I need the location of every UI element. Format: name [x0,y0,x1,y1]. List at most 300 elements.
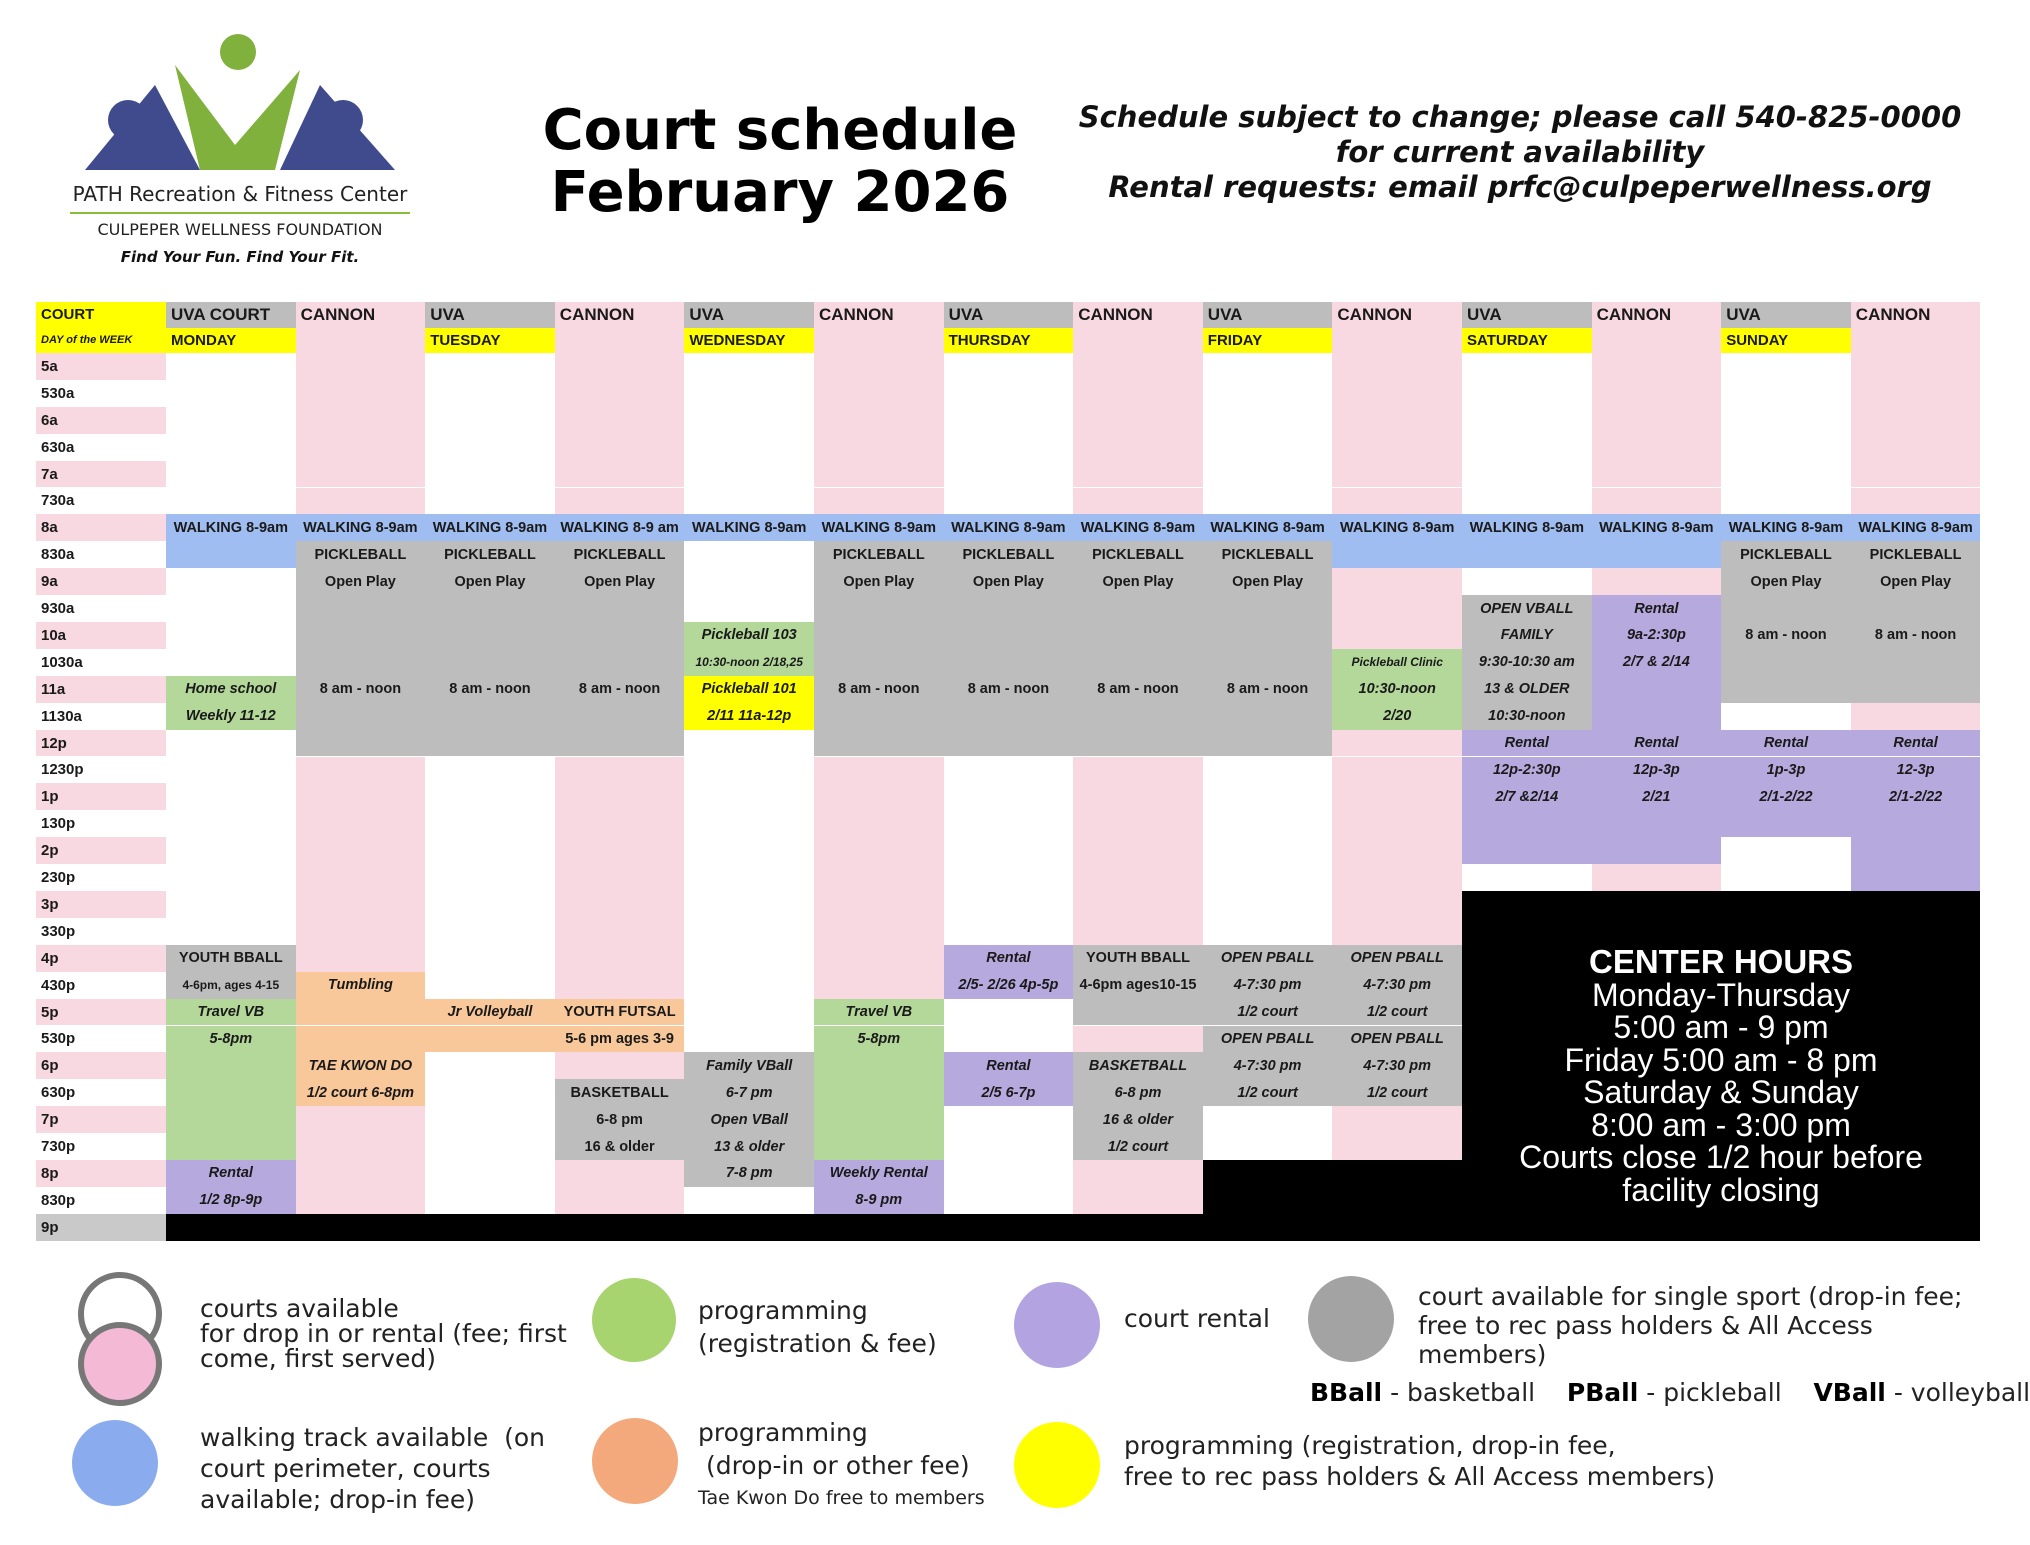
logo-name: PATH Recreation & Fitness Center [72,182,408,206]
day-name [1332,328,1462,354]
schedule-block-line: 8 am - noon [1851,622,1981,649]
schedule-block-line [1332,541,1462,568]
empty-slot [1851,461,1981,488]
empty-slot [1073,891,1203,918]
schedule-block-line [166,541,296,568]
schedule-block-line: 1/2 court [1332,999,1462,1026]
schedule-block-line: Travel VB [814,999,944,1026]
schedule-block-line: 8 am - noon [425,676,555,703]
empty-slot [296,1106,426,1133]
empty-slot [555,972,685,999]
center-hours-line: Monday-Thursday [1592,976,1850,1013]
empty-slot [555,1052,685,1079]
empty-slot [814,461,944,488]
empty-slot [296,918,426,945]
logo-head-center [220,34,256,70]
empty-slot [944,1133,1074,1160]
schedule-block-line [1851,676,1981,703]
empty-slot [1592,461,1722,488]
schedule-block-line: 4-7:30 pm [1203,972,1333,999]
schedule-block-line: OPEN PBALL [1332,945,1462,972]
empty-slot [1462,461,1592,488]
schedule-block-line: Open VBall [684,1106,814,1133]
schedule-block-line: WALKING 8-9am [1332,514,1462,541]
center-hours [1462,942,1980,1244]
empty-slot [425,434,555,461]
schedule-block-line [944,730,1074,757]
empty-slot [1203,434,1333,461]
schedule-block-line [944,595,1074,622]
schedule-block-line: 6-7 pm [684,1079,814,1106]
empty-slot [684,864,814,891]
schedule-block-line: 2/7 & 2/14 [1592,649,1722,676]
empty-slot [425,945,555,972]
schedule-block-line: Pickleball 101 [684,676,814,703]
empty-slot [166,783,296,810]
empty-slot [684,918,814,945]
empty-slot [425,783,555,810]
empty-slot [684,353,814,380]
schedule-block-line: WALKING 8-9am [684,514,814,541]
schedule-block-line: 4-6pm ages10-15 [1073,972,1203,999]
logo-tagline: Find Your Fun. Find Your Fit. [120,248,360,266]
schedule-block-line: 2/5- 2/26 4p-5p [944,972,1074,999]
time-label: 430p [36,972,166,999]
schedule-block-line [425,649,555,676]
schedule-block-line: 13 & OLDER [1462,676,1592,703]
empty-slot [166,864,296,891]
empty-slot [555,1187,685,1214]
schedule-block-line: 1p-3p [1721,757,1851,784]
day-name [1592,328,1722,354]
notice-line-1: Schedule subject to change; please call 540-825-0000 [1078,100,1962,134]
schedule-block-line [1203,649,1333,676]
legend-programming-dropin-icon [592,1418,678,1504]
empty-slot [425,1079,555,1106]
empty-slot [814,972,944,999]
empty-slot [944,1106,1074,1133]
empty-slot [296,380,426,407]
empty-slot [1592,407,1722,434]
schedule-block-line: 7-8 pm [684,1160,814,1187]
schedule-block-line: 4-6pm, ages 4-15 [166,972,296,999]
time-label: 11a [36,676,166,703]
schedule-block-line: 6-8 pm [555,1106,685,1133]
schedule-block-line: 8 am - noon [814,676,944,703]
schedule-block-line: 8 am - noon [1073,676,1203,703]
schedule-block-line: Open Play [1073,568,1203,595]
empty-slot [1851,353,1981,380]
schedule-block-line [296,649,426,676]
schedule-block-line [1073,999,1203,1026]
time-label: 1130a [36,703,166,730]
schedule-block-line [1851,649,1981,676]
schedule-block-line [555,730,685,757]
schedule-block-line: 9a-2:30p [1592,622,1722,649]
logo-head-right [323,100,363,140]
empty-slot [1203,891,1333,918]
legend-available-text: courts available for drop in or rental (fee; first come, first served) [200,1294,567,1373]
empty-slot [296,488,426,515]
time-label: 7p [36,1106,166,1133]
schedule-block-line: PICKLEBALL [814,541,944,568]
schedule-block-line: Open Play [425,568,555,595]
day-name [1073,328,1203,354]
schedule-block-line [814,1106,944,1133]
empty-slot [425,407,555,434]
empty-slot [944,837,1074,864]
empty-slot [1073,757,1203,784]
schedule-block-line: Tumbling [296,972,426,999]
empty-slot [944,864,1074,891]
empty-slot [684,461,814,488]
empty-slot [166,568,296,595]
empty-slot [1721,407,1851,434]
empty-slot [296,407,426,434]
empty-slot [1851,488,1981,515]
empty-slot [684,999,814,1026]
empty-slot [1332,891,1462,918]
empty-slot [814,488,944,515]
empty-slot [684,568,814,595]
empty-slot [425,1160,555,1187]
schedule-block-line: 12-3p [1851,757,1981,784]
schedule-block-line: FAMILY [1462,622,1592,649]
empty-slot [1073,488,1203,515]
schedule-block-line [1592,703,1722,730]
time-label: 8p [36,1160,166,1187]
court-name: CANNON [1073,302,1203,328]
schedule-block-line: Pickleball 103 [684,622,814,649]
court-name: CANNON [1851,302,1981,328]
schedule-block-line [1073,730,1203,757]
empty-slot [1721,703,1851,730]
schedule-block-line: WALKING 8-9am [1592,514,1722,541]
schedule-block-line [814,595,944,622]
schedule-block-line [1721,676,1851,703]
empty-slot [1073,1026,1203,1053]
empty-slot [425,1187,555,1214]
schedule-block-line: Rental [944,945,1074,972]
day-header: DAY of the WEEK [36,328,166,354]
legend-single-sport-text: court available for single sport (drop-in fee; free to rec pass holders & All Access members) [1418,1282,1963,1369]
schedule-block-line: WALKING 8-9am [1462,514,1592,541]
empty-slot [1332,783,1462,810]
empty-slot [425,837,555,864]
empty-slot [555,488,685,515]
schedule-block-line: Travel VB [166,999,296,1026]
logo-figure-icon [60,30,420,180]
schedule-block-line [1462,837,1592,864]
empty-slot [1462,353,1592,380]
time-label: 530p [36,1026,166,1053]
empty-slot [555,461,685,488]
empty-slot [1851,434,1981,461]
empty-slot [555,783,685,810]
empty-slot [1462,434,1592,461]
empty-slot [166,488,296,515]
schedule-block-line: 5-8pm [166,1026,296,1053]
empty-slot [296,1160,426,1187]
empty-slot [684,407,814,434]
empty-slot [166,595,296,622]
empty-slot [166,461,296,488]
schedule-block-line [1203,622,1333,649]
empty-slot [684,595,814,622]
schedule-block-line: 2/7 &2/14 [1462,783,1592,810]
schedule-block-line: 4-7:30 pm [1203,1052,1333,1079]
legend-walking-icon [72,1420,158,1506]
empty-slot [1462,488,1592,515]
schedule-block-line [555,703,685,730]
legend-programming-mixed-text: programming (registration, drop-in fee, free to rec pass holders & All Access members) [1124,1431,1716,1491]
schedule-block-line [814,649,944,676]
empty-slot [684,810,814,837]
empty-slot [1851,380,1981,407]
schedule-block-line: WALKING 8-9am [166,514,296,541]
logo-divider [70,212,410,214]
empty-slot [944,891,1074,918]
schedule-block-line: Rental [944,1052,1074,1079]
empty-slot [425,1052,555,1079]
center-hours-line: facility closing [1622,1171,1820,1208]
center-hours-line: Friday 5:00 am - 8 pm [1564,1041,1878,1078]
empty-slot [1203,757,1333,784]
schedule-block-line [1851,810,1981,837]
schedule-block-line [166,1133,296,1160]
schedule-block-line [166,1052,296,1079]
schedule-block-line: Rental [1851,730,1981,757]
schedule-block-line [1203,703,1333,730]
empty-slot [1332,380,1462,407]
empty-slot [425,353,555,380]
time-label: 1030a [36,649,166,676]
empty-slot [166,353,296,380]
schedule-block-line: Pickleball Clinic [1332,649,1462,676]
empty-slot [1592,568,1722,595]
empty-slot [684,945,814,972]
empty-slot [1721,434,1851,461]
empty-slot [814,380,944,407]
schedule-block-line [166,1079,296,1106]
empty-slot [944,810,1074,837]
empty-slot [1332,837,1462,864]
empty-slot [166,730,296,757]
empty-slot [296,461,426,488]
empty-slot [425,864,555,891]
schedule-block-line [944,649,1074,676]
empty-slot [814,434,944,461]
logo-foundation: CULPEPER WELLNESS FOUNDATION [97,220,383,239]
schedule-block-line: Rental [1592,595,1722,622]
schedule-block-line: 12p-2:30p [1462,757,1592,784]
empty-slot [684,972,814,999]
schedule-block-line: PICKLEBALL [1851,541,1981,568]
time-label: 830a [36,541,166,568]
court-name: UVA [1203,302,1333,328]
empty-slot [296,353,426,380]
title-line-2: February 2026 [550,160,1010,225]
empty-slot [1851,407,1981,434]
schedule-block-line: OPEN PBALL [1203,945,1333,972]
empty-slot [1073,380,1203,407]
abbr-vball: VBall - volleyball [1813,1378,2030,1407]
time-label: 130p [36,810,166,837]
schedule-block-line [1851,837,1981,864]
empty-slot [944,1026,1074,1053]
empty-slot [1073,407,1203,434]
schedule-block-line: Jr Volleyball [425,999,555,1026]
schedule-block-line [1721,649,1851,676]
empty-slot [1721,353,1851,380]
court-name: CANNON [1592,302,1722,328]
empty-slot [1332,622,1462,649]
time-label: 12p [36,730,166,757]
empty-slot [1073,864,1203,891]
empty-slot [1462,864,1592,891]
empty-slot [814,810,944,837]
empty-slot [814,757,944,784]
court-name: UVA [1462,302,1592,328]
time-label: 630p [36,1079,166,1106]
empty-slot [1332,595,1462,622]
time-label: 6p [36,1052,166,1079]
empty-slot [1073,461,1203,488]
empty-slot [944,461,1074,488]
schedule-block-line [1851,864,1981,891]
empty-slot [425,891,555,918]
legend-available-icon [78,1322,162,1406]
day-name: SATURDAY [1462,328,1592,354]
schedule-block-line [166,1106,296,1133]
schedule-block-line: 12p-3p [1592,757,1722,784]
schedule-block-line: 16 & older [1073,1106,1203,1133]
empty-slot [166,434,296,461]
empty-slot [1592,864,1722,891]
schedule-block-line: OPEN PBALL [1332,1026,1462,1053]
empty-slot [1073,434,1203,461]
empty-slot [166,649,296,676]
day-name: WEDNESDAY [684,328,814,354]
schedule-block-line: Rental [1721,730,1851,757]
time-label: 730a [36,488,166,515]
schedule-block-line: 4-7:30 pm [1332,1052,1462,1079]
title-line-1: Court schedule [542,98,1018,163]
empty-slot [1332,568,1462,595]
empty-slot [1332,864,1462,891]
empty-slot [1332,461,1462,488]
schedule-block-line: WALKING 8-9am [1851,514,1981,541]
empty-slot [1203,488,1333,515]
empty-slot [1073,810,1203,837]
empty-slot [166,918,296,945]
schedule-block-line: 8 am - noon [1203,676,1333,703]
day-name: TUESDAY [425,328,555,354]
empty-slot [555,837,685,864]
empty-slot [944,999,1074,1026]
schedule-block-line: WALKING 8-9am [425,514,555,541]
time-label: 8a [36,514,166,541]
empty-slot [1203,837,1333,864]
schedule-block-line: 2/11 11a-12p [684,703,814,730]
time-label: 2p [36,837,166,864]
empty-slot [425,1133,555,1160]
schedule-block-line: 2/1-2/22 [1721,783,1851,810]
schedule-block-line [944,622,1074,649]
schedule-block-line: Weekly 11-12 [166,703,296,730]
empty-slot [814,864,944,891]
empty-slot [425,810,555,837]
time-label: 530a [36,380,166,407]
legend-programming-icon [592,1278,676,1362]
empty-slot [1332,918,1462,945]
empty-slot [296,837,426,864]
court-header: COURT [36,302,166,328]
schedule-block-line: Weekly Rental [814,1160,944,1187]
schedule-block-line: 8 am - noon [555,676,685,703]
schedule-block-line: 4-7:30 pm [1332,972,1462,999]
empty-slot [1721,837,1851,864]
empty-slot [814,837,944,864]
empty-slot [1332,1106,1462,1133]
schedule-block-line: TAE KWON DO [296,1052,426,1079]
empty-slot [555,380,685,407]
court-name: UVA COURT [166,302,296,328]
schedule-block-line: 10:30-noon [1332,676,1462,703]
abbr-bball: BBall - basketball [1310,1378,1536,1407]
abbr-pball: PBall - pickleball [1566,1378,1782,1407]
empty-slot [814,407,944,434]
empty-slot [555,918,685,945]
empty-slot [944,918,1074,945]
schedule-block-line [296,622,426,649]
empty-slot [555,864,685,891]
schedule-block-line [1592,837,1722,864]
empty-slot [166,757,296,784]
empty-slot [944,434,1074,461]
empty-slot [1203,1106,1333,1133]
day-name: THURSDAY [944,328,1074,354]
court-name: UVA [944,302,1074,328]
empty-slot [296,810,426,837]
schedule-block-line: Open Play [296,568,426,595]
empty-slot [555,891,685,918]
empty-slot [1721,461,1851,488]
schedule-block-line: Rental [166,1160,296,1187]
schedule-block-line [296,999,426,1026]
day-name [555,328,685,354]
empty-slot [296,783,426,810]
day-name [296,328,426,354]
schedule-block-line: Home school [166,676,296,703]
schedule-block-line [814,622,944,649]
schedule-block-line [814,1052,944,1079]
empty-slot [684,488,814,515]
court-name: UVA [684,302,814,328]
notice-line-2: for current availability [1335,135,1705,169]
empty-slot [814,891,944,918]
time-label: 630a [36,434,166,461]
empty-slot [166,891,296,918]
empty-slot [1592,488,1722,515]
empty-slot [684,541,814,568]
legend-rental-icon [1014,1282,1100,1368]
schedule-block-line: BASKETBALL [555,1079,685,1106]
court-name: UVA [425,302,555,328]
schedule-block-line [1592,676,1722,703]
schedule-block-line [944,703,1074,730]
schedule-block-line [555,595,685,622]
